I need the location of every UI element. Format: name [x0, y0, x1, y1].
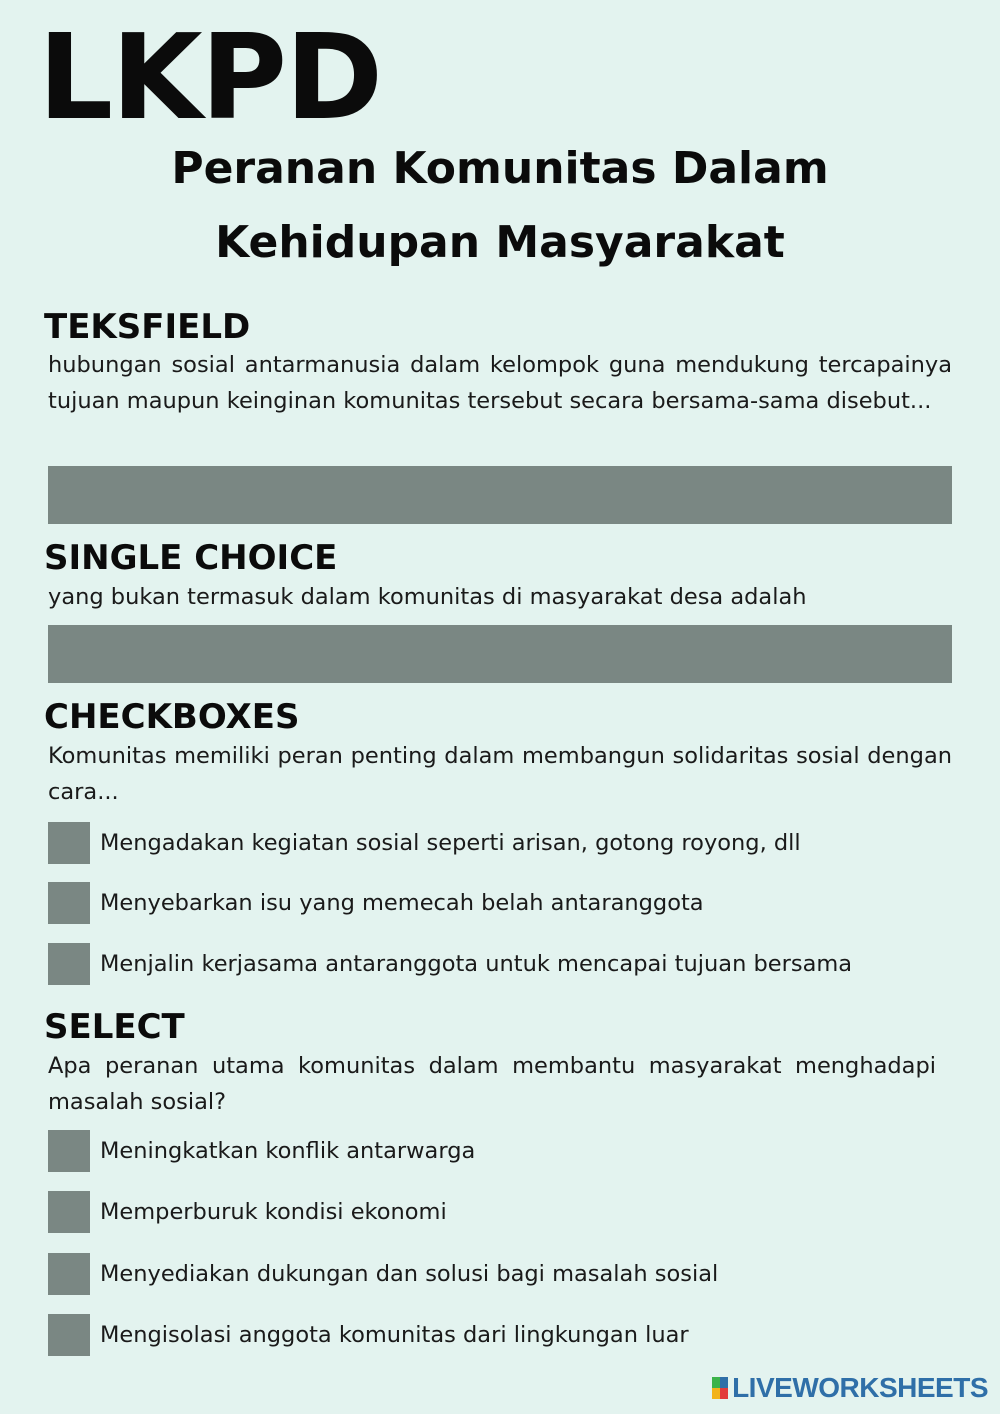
subtitle-line-2: Kehidupan Masyarakat: [215, 217, 785, 268]
select-option[interactable]: [48, 1253, 718, 1295]
checkbox-option[interactable]: [48, 943, 852, 985]
textfield-heading: TEKSFIELD: [44, 307, 251, 347]
select-option[interactable]: [48, 1191, 447, 1233]
checkboxes-question: Komunitas memiliki peran penting dalam membangun solidaritas sosial dengan cara...: [48, 743, 952, 805]
select-option-label: Mengisolasi anggota komunitas dari lingkungan luar: [100, 1322, 689, 1348]
select-option-label: Meningkatkan konflik antarwarga: [100, 1138, 476, 1164]
liveworksheets-logo-icon: [712, 1377, 728, 1399]
select-option-label: Memperburuk kondisi ekonomi: [100, 1199, 447, 1225]
select-question: Apa peranan utama komunitas dalam membantu masyarakat menghadapi masalah sosial?: [48, 1053, 936, 1115]
checkbox[interactable]: [48, 882, 90, 924]
checkbox-option[interactable]: [48, 882, 704, 924]
checkbox-option[interactable]: [48, 822, 801, 864]
single-choice-dropdown[interactable]: [48, 625, 952, 683]
checkbox[interactable]: [48, 943, 90, 985]
select-box[interactable]: [48, 1253, 90, 1295]
checkbox-option-label: Menjalin kerjasama antaranggota untuk mencapai tujuan bersama: [100, 951, 853, 977]
single-choice-question: yang bukan termasuk dalam komunitas di masyarakat desa adalah: [48, 584, 807, 610]
liveworksheets-logo: [712, 1372, 988, 1404]
select-heading: SELECT: [44, 1007, 185, 1047]
select-option-label: Menyediakan dukungan dan solusi bagi masalah sosial: [100, 1261, 719, 1287]
select-box[interactable]: [48, 1130, 90, 1172]
checkbox-option-label: Mengadakan kegiatan sosial seperti arisan, gotong royong, dll: [100, 830, 801, 856]
textfield-answer-input[interactable]: [48, 466, 952, 524]
select-option[interactable]: [48, 1314, 689, 1356]
single-choice-heading: SINGLE CHOICE: [44, 538, 338, 578]
checkbox[interactable]: [48, 822, 90, 864]
select-box[interactable]: [48, 1314, 90, 1356]
page-subtitle: [0, 132, 1000, 280]
subtitle-line-1: Peranan Komunitas Dalam: [171, 143, 829, 194]
logo-text: LIVEWORKSHEETS: [732, 1372, 988, 1403]
textfield-question: hubungan sosial antarmanusia dalam kelompok guna mendukung tercapainya tujuan maupun keinginan komunitas tersebut secara bersama-sama disebut...: [48, 352, 952, 414]
select-option[interactable]: [48, 1130, 475, 1172]
select-box[interactable]: [48, 1191, 90, 1233]
checkboxes-heading: CHECKBOXES: [44, 697, 300, 737]
page-title: LKPD: [38, 8, 382, 146]
checkbox-option-label: Menyebarkan isu yang memecah belah antaranggota: [100, 890, 704, 916]
